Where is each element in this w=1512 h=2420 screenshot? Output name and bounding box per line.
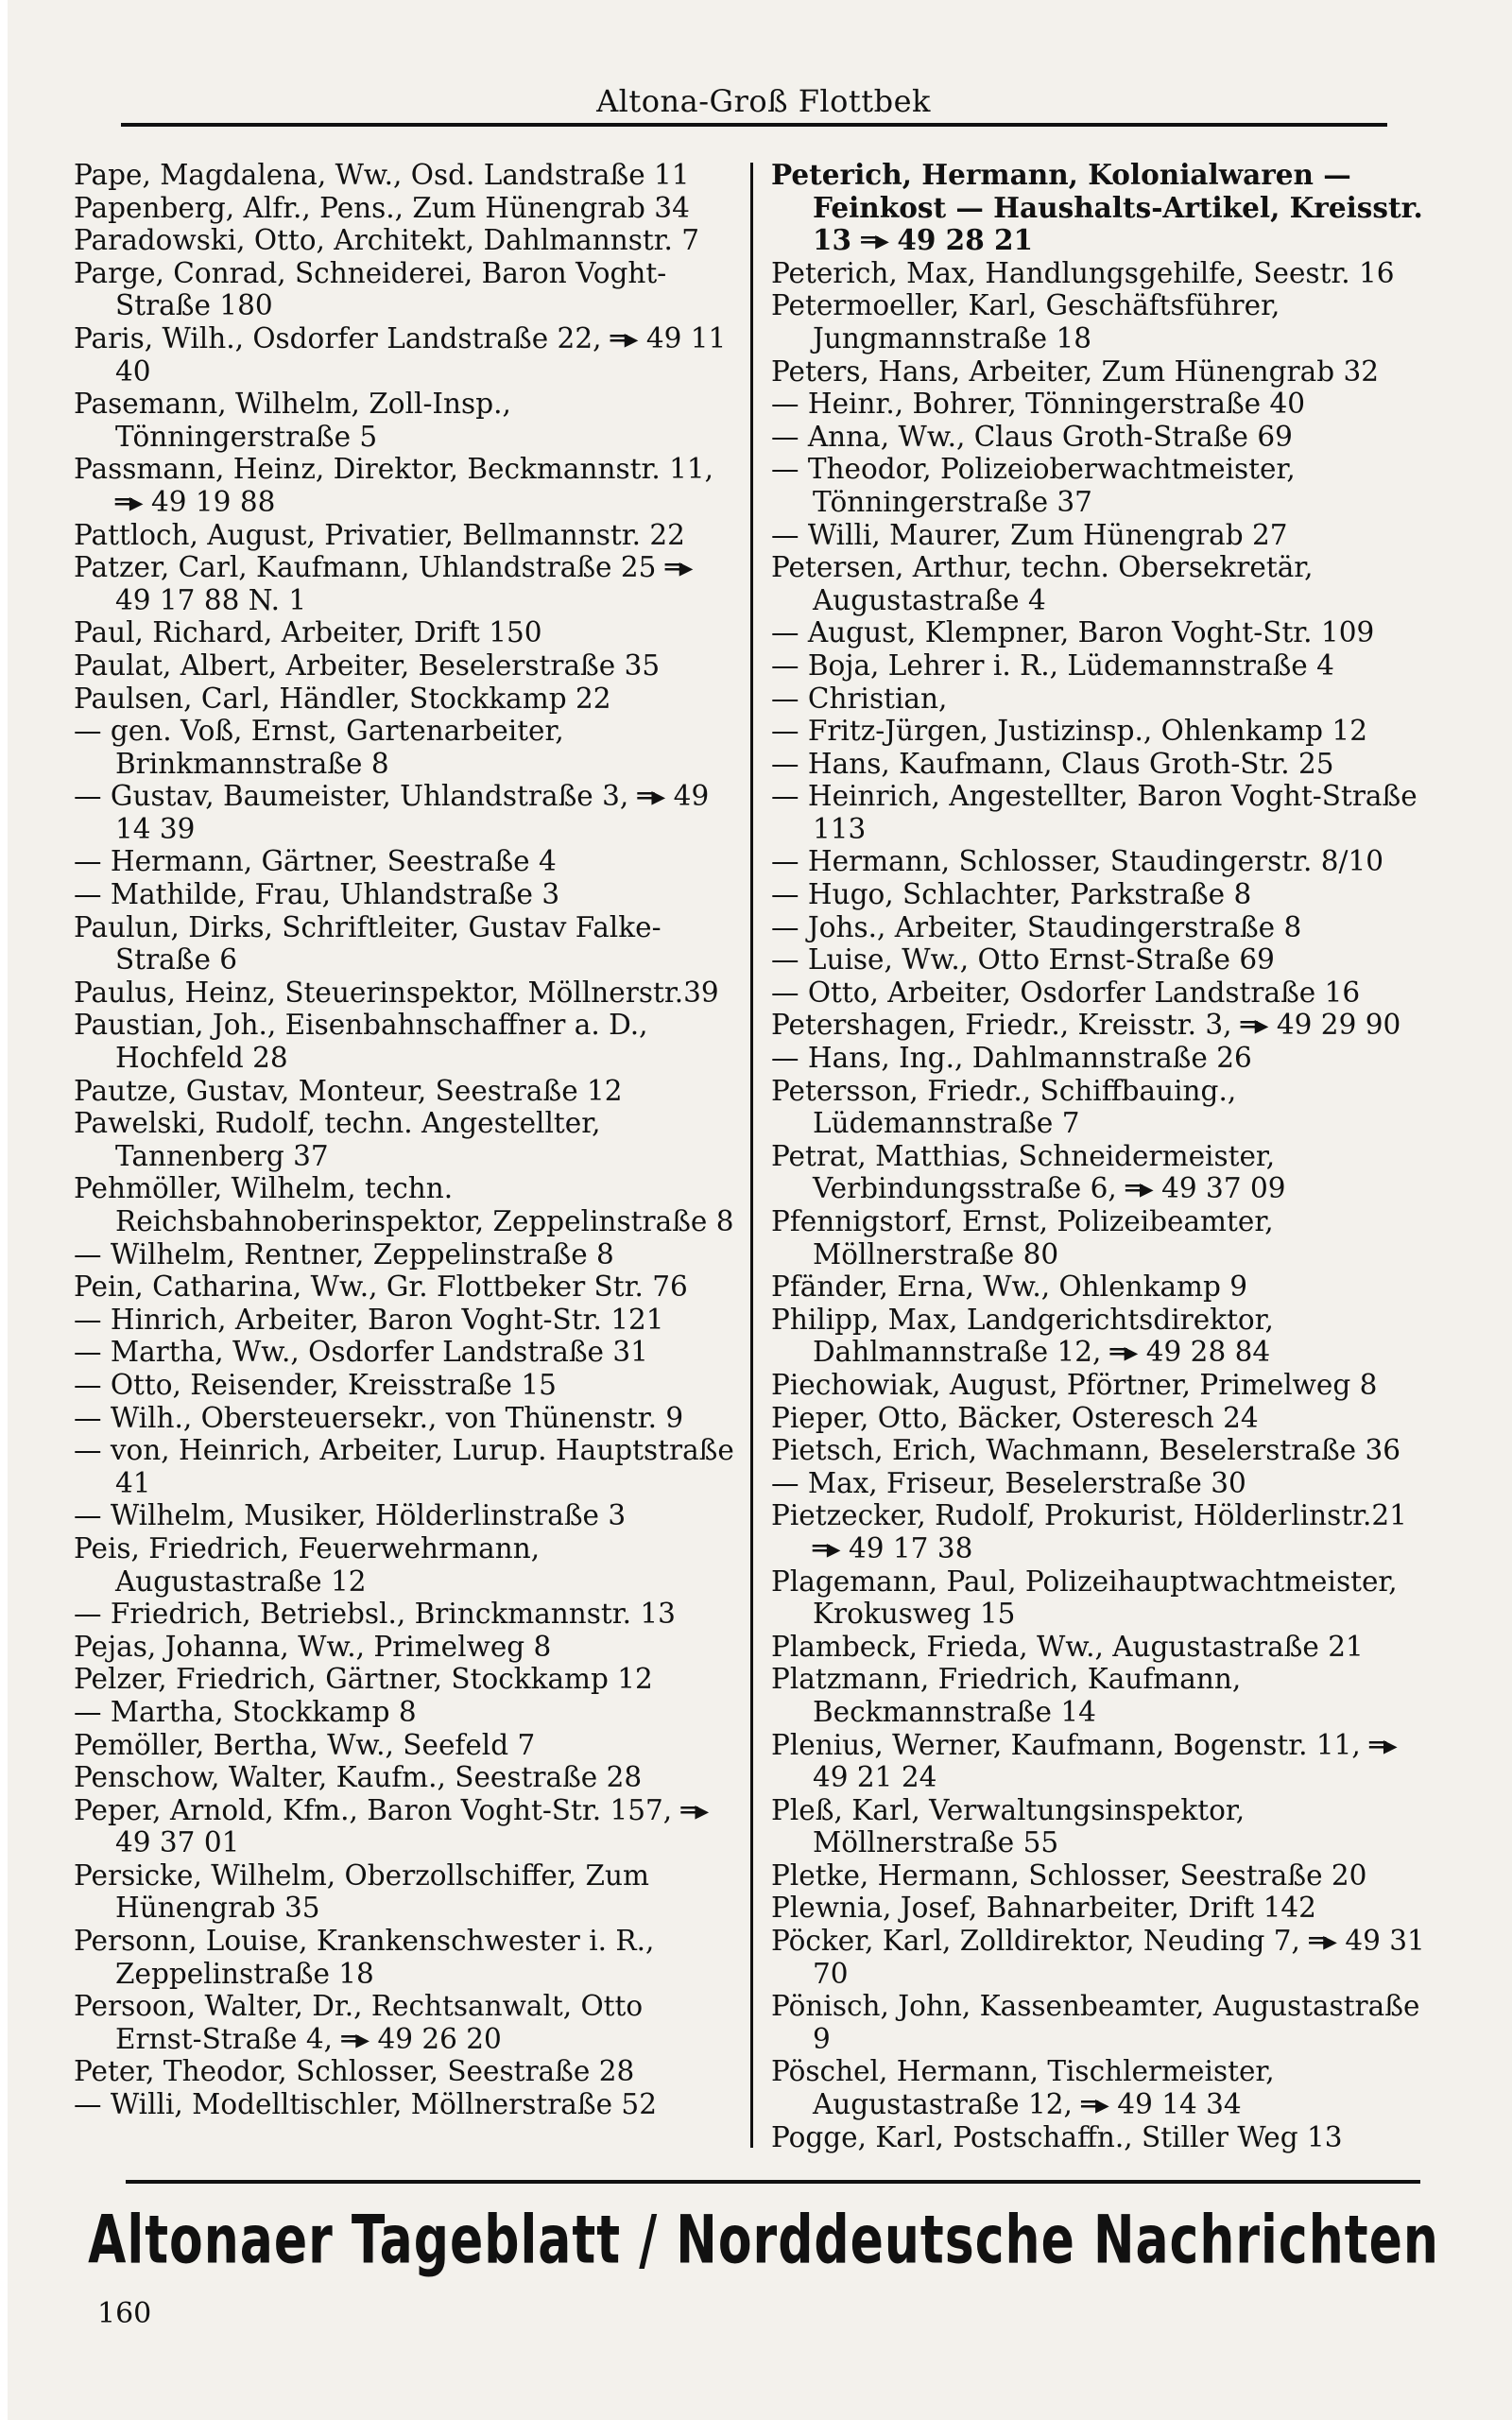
directory-entry (771, 878, 1433, 911)
entry-text: Plagemann, Paul, Polizeihauptwachtmeister, Krokusweg 15 (771, 1564, 1398, 1631)
entry-text: Peis, Friedrich, Feuerwehrmann, Augustastraße 12 (74, 1531, 541, 1598)
directory-entry (74, 1729, 735, 1762)
directory-entry (74, 1434, 735, 1499)
directory-entry (771, 1140, 1433, 1205)
telephone-icon: ═▸ (115, 484, 141, 518)
directory-entry (771, 1467, 1433, 1500)
entry-text: Papenberg, Alfr., Pens., Zum Hünengrab 34 (74, 191, 690, 224)
entry-text: Petershagen, Friedr., Kreisstr. 3, (771, 1009, 1232, 1042)
entry-text: — Theodor, Polizeioberwachtmeister, Tönningerstraße 37 (771, 453, 1296, 518)
directory-entry (74, 1859, 735, 1925)
entry-text: Pleß, Karl, Verwaltungsinspektor, Möllnerstraße 55 (771, 1793, 1246, 1859)
directory-entry (771, 453, 1433, 518)
entry-text: Persicke, Wilhelm, Oberzollschiffer, Zum Hünengrab 35 (74, 1858, 649, 1925)
entry-text: — Gustav, Baumeister, Uhlandstraße 3, (74, 780, 629, 813)
entry-text: Pasemann, Wilhelm, Zoll-Insp., Tönningerstraße 5 (74, 388, 511, 453)
entry-text: — Luise, Ww., Otto Ernst-Straße 69 (771, 943, 1275, 977)
entry-text: Platzmann, Friedrich, Kaufmann, Beckmannstraße 14 (771, 1663, 1242, 1728)
entry-text: Peters, Hans, Arbeiter, Zum Hünengrab 32 (771, 354, 1380, 388)
entry-text: — Wilhelm, Musiker, Hölderlinstraße 3 (74, 1499, 627, 1532)
directory-entry (771, 519, 1433, 552)
directory-entry (74, 845, 735, 878)
entry-text: Persoon, Walter, Dr., Rechtsanwalt, Otto Ernst-Straße 4, (74, 1990, 644, 2055)
entry-text: — Hans, Ing., Dahlmannstraße 26 (771, 1042, 1252, 1075)
directory-entry (74, 322, 735, 388)
directory-entry (74, 616, 735, 649)
header-rule (121, 123, 1387, 127)
entry-text: — Mathilde, Frau, Uhlandstraße 3 (74, 878, 560, 911)
entry-text: — Heinrich, Angestellter, Baron Voght-Straße 113 (771, 780, 1418, 845)
entry-text: Plambeck, Frieda, Ww., Augustastraße 21 (771, 1630, 1364, 1663)
entry-text: Personn, Louise, Krankenschwester i. R., Zeppelinstraße 18 (74, 1925, 655, 1990)
entry-text: Paulsen, Carl, Händler, Stockkamp 22 (74, 682, 611, 715)
directory-entry (74, 1925, 735, 1990)
telephone-icon: ═▸ (1081, 2087, 1107, 2121)
directory-entry (771, 1631, 1433, 1664)
directory-entry (771, 1434, 1433, 1467)
directory-entry (74, 1172, 735, 1237)
directory-entry (771, 1565, 1433, 1631)
directory-entry (771, 159, 1433, 257)
directory-entry (74, 388, 735, 453)
directory-entry (771, 845, 1433, 878)
phone-number: 49 26 20 (377, 2022, 502, 2055)
directory-entry (771, 1205, 1433, 1270)
entry-text: Philipp, Max, Landgerichtsdirektor, Dahlmannstraße 12, (771, 1303, 1274, 1369)
phone-number: 49 14 39 (115, 780, 710, 845)
directory-entry (74, 1336, 735, 1369)
entry-text: — Willi, Maurer, Zum Hünengrab 27 (771, 518, 1288, 551)
entry-text: Patzer, Carl, Kaufmann, Uhlandstraße 25 (74, 551, 657, 584)
entry-text: Pfänder, Erna, Ww., Ohlenkamp 9 (771, 1270, 1248, 1304)
entry-text: — Otto, Reisender, Kreisstraße 15 (74, 1368, 557, 1401)
directory-entry (771, 911, 1433, 944)
directory-entry (74, 1532, 735, 1598)
entry-text: Pattloch, August, Privatier, Bellmannstr. 22 (74, 518, 685, 551)
entry-text: Pejas, Johanna, Ww., Primelweg 8 (74, 1630, 552, 1663)
entry-text: Pehmöller, Wilhelm, techn. Reichsbahnoberinspektor, Zeppelinstraße 8 (74, 1172, 734, 1237)
right-column (771, 159, 1433, 2153)
entry-text: Piechowiak, August, Pförtner, Primelweg 8 (771, 1368, 1378, 1401)
entry-text: Passmann, Heinz, Direktor, Beckmannstr. 11, (74, 453, 713, 486)
directory-entry (771, 1009, 1433, 1042)
directory-entry (74, 649, 735, 683)
directory-entry (771, 1402, 1433, 1435)
directory-entry (74, 1238, 735, 1271)
directory-entry (74, 1009, 735, 1074)
column-divider (750, 163, 753, 2148)
phone-number: 49 31 70 (813, 1925, 1425, 1990)
entry-text: — gen. Voß, Ernst, Gartenarbeiter, Brinkmannstraße 8 (74, 715, 564, 780)
entry-text: Pfennigstorf, Ernst, Polizeibeamter, Möllnerstraße 80 (771, 1205, 1274, 1270)
entry-text: — Wilh., Obersteuersekr., von Thünenstr. 9 (74, 1401, 684, 1434)
directory-entry (771, 1925, 1433, 1990)
directory-entry (771, 977, 1433, 1010)
directory-entry (74, 453, 735, 518)
directory-entry (74, 519, 735, 552)
directory-entry (74, 1304, 735, 1337)
entry-text: Plewnia, Josef, Bahnarbeiter, Drift 142 (771, 1892, 1316, 1925)
directory-entry (74, 1369, 735, 1402)
entry-text: — Hans, Kaufmann, Claus Groth-Str. 25 (771, 747, 1334, 780)
entry-text: — August, Klempner, Baron Voght-Str. 109 (771, 616, 1375, 649)
entry-text: — Hinrich, Arbeiter, Baron Voght-Str. 121 (74, 1303, 664, 1336)
directory-entry (771, 683, 1433, 716)
entry-text: Pietzecker, Rudolf, Prokurist, Hölderlinstr.21 (771, 1499, 1407, 1532)
entry-text: — Anna, Ww., Claus Groth-Straße 69 (771, 420, 1293, 453)
directory-entry (74, 224, 735, 257)
telephone-icon: ═▸ (664, 550, 691, 584)
entry-text: — Johs., Arbeiter, Staudingerstraße 8 (771, 910, 1302, 943)
entry-text: Parge, Conrad, Schneiderei, Baron Voght-Straße 180 (74, 256, 667, 322)
directory-entry (771, 1304, 1433, 1369)
directory-entry (771, 1859, 1433, 1893)
telephone-icon: ═▸ (1309, 1924, 1334, 1958)
entry-text: Pietsch, Erich, Wachmann, Beselerstraße 36 (771, 1434, 1401, 1467)
entry-text: Paulat, Albert, Arbeiter, Beselerstraße 35 (74, 648, 661, 682)
directory-entry (74, 2055, 735, 2088)
entry-text: Pöcker, Karl, Zolldirektor, Neuding 7, (771, 1925, 1300, 1958)
directory-entry (74, 1696, 735, 1729)
directory-entry (771, 616, 1433, 649)
entry-text: Petersson, Friedr., Schiffbauing., Lüdemannstraße 7 (771, 1074, 1237, 1140)
newspaper-banner: Altonaer Tageblatt / Norddeutsche Nachrichten (88, 2203, 1439, 2279)
directory-entry (74, 1107, 735, 1172)
directory-entry (74, 1499, 735, 1532)
directory-entry (74, 1663, 735, 1696)
directory-entry (74, 1761, 735, 1794)
directory-entry (74, 1075, 735, 1108)
directory-entry (74, 1794, 735, 1859)
entry-text: Pönisch, John, Kassenbeamter, Augustastraße 9 (771, 1990, 1420, 2055)
entry-text: Paul, Richard, Arbeiter, Drift 150 (74, 616, 542, 649)
phone-number: 49 37 09 (1161, 1172, 1286, 1205)
telephone-icon: ═▸ (341, 2021, 368, 2055)
entry-text: — Otto, Arbeiter, Osdorfer Landstraße 16 (771, 976, 1361, 1009)
directory-entry (74, 551, 735, 616)
directory-entry (74, 1631, 735, 1664)
entry-text: Pape, Magdalena, Ww., Osd. Landstraße 11 (74, 159, 690, 191)
directory-entry (74, 2088, 735, 2121)
entry-text: Paulun, Dirks, Schriftleiter, Gustav Falke-Straße 6 (74, 910, 662, 977)
phone-number: 49 17 88 N. 1 (115, 583, 307, 616)
entry-text: — von, Heinrich, Arbeiter, Lurup. Hauptstraße 41 (74, 1434, 734, 1499)
entry-text: Penschow, Walter, Kaufm., Seestraße 28 (74, 1761, 643, 1794)
telephone-icon: ═▸ (680, 1792, 707, 1826)
directory-entry (771, 1042, 1433, 1075)
phone-number: 49 37 01 (115, 1826, 240, 1859)
directory-entry (771, 1369, 1433, 1402)
telephone-icon: ═▸ (637, 779, 663, 813)
directory-entry (771, 551, 1433, 616)
directory-entry (74, 192, 735, 225)
directory-entry (771, 1075, 1433, 1140)
directory-entry (771, 1270, 1433, 1304)
phone-number: 49 14 34 (1117, 2088, 1242, 2121)
entry-text: Pein, Catharina, Ww., Gr. Flottbeker Str. 76 (74, 1270, 688, 1304)
entry-text: — Martha, Stockkamp 8 (74, 1695, 417, 1728)
directory-entry (771, 257, 1433, 290)
entry-text: — Boja, Lehrer i. R., Lüdemannstraße 4 (771, 648, 1334, 682)
footer-rule (126, 2180, 1420, 2184)
directory-entry (74, 878, 735, 911)
entry-text: — Christian, (771, 682, 948, 715)
telephone-icon: ═▸ (813, 1530, 838, 1564)
entry-text: — Friedrich, Betriebsl., Brinckmannstr. 13 (74, 1598, 676, 1631)
directory-entry (771, 355, 1433, 389)
directory-entry (74, 911, 735, 977)
entry-text: Peterich, Hermann, Kolonialwaren — Feinkost — Haushalts-Artikel, Kreisstr. 13 (771, 158, 1423, 257)
directory-entry (771, 289, 1433, 354)
page-number: 160 (97, 2297, 152, 2330)
entry-text: Paris, Wilh., Osdorfer Landstraße 22, (74, 321, 602, 354)
phone-number: 49 28 84 (1145, 1336, 1271, 1369)
entry-text: Petermoeller, Karl, Geschäftsführer, Jungmannstraße 18 (771, 289, 1280, 354)
directory-entry (771, 2121, 1433, 2154)
directory-entry (771, 1892, 1433, 1925)
directory-entry (74, 1270, 735, 1304)
entry-text: Peterich, Max, Handlungsgehilfe, Seestr. 16 (771, 256, 1395, 289)
telephone-icon: ═▸ (1125, 1171, 1151, 1205)
entry-text: Pawelski, Rudolf, techn. Angestellter, Tannenberg 37 (74, 1107, 601, 1172)
entry-text: Petersen, Arthur, techn. Obersekretär, Augustastraße 4 (771, 551, 1314, 616)
entry-text: Paradowski, Otto, Architekt, Dahlmannstr. 7 (74, 224, 700, 257)
entry-text: Pletke, Hermann, Schlosser, Seestraße 20 (771, 1858, 1367, 1892)
entry-text: Paustian, Joh., Eisenbahnschaffner a. D., Hochfeld 28 (74, 1009, 648, 1075)
directory-entry (771, 1729, 1433, 1794)
telephone-icon: ═▸ (1109, 1335, 1136, 1369)
entry-text: — Hermann, Schlosser, Staudingerstr. 8/10 (771, 845, 1384, 878)
entry-text: Pelzer, Friedrich, Gärtner, Stockkamp 12 (74, 1663, 653, 1696)
entry-text: — Hermann, Gärtner, Seestraße 4 (74, 845, 557, 878)
directory-entry (74, 977, 735, 1010)
entry-text: Plenius, Werner, Kaufmann, Bogenstr. 11, (771, 1728, 1361, 1761)
directory-entry (771, 649, 1433, 683)
telephone-icon: ═▸ (610, 320, 636, 354)
directory-entry (771, 388, 1433, 421)
entry-text: Peter, Theodor, Schlosser, Seestraße 28 (74, 2055, 635, 2088)
directory-entry (74, 1990, 735, 2055)
directory-entry (74, 780, 735, 845)
entry-text: Pemöller, Bertha, Ww., Seefeld 7 (74, 1728, 536, 1761)
entry-text: Pautze, Gustav, Monteur, Seestraße 12 (74, 1074, 623, 1107)
entry-text: — Max, Friseur, Beselerstraße 30 (771, 1466, 1246, 1499)
telephone-icon: ═▸ (1240, 1008, 1266, 1042)
directory-entry (771, 421, 1433, 454)
directory-entry (771, 780, 1433, 845)
directory-entry (74, 1598, 735, 1631)
directory-entry (771, 943, 1433, 977)
directory-entry (74, 257, 735, 322)
entry-text: Pieper, Otto, Bäcker, Osteresch 24 (771, 1401, 1259, 1434)
phone-number: 49 21 24 (813, 1761, 937, 1794)
directory-entry (771, 1990, 1433, 2055)
directory-entry (771, 2055, 1433, 2120)
entry-text: — Hugo, Schlachter, Parkstraße 8 (771, 878, 1252, 911)
directory-entry (771, 1663, 1433, 1728)
entry-text: — Willi, Modelltischler, Möllnerstraße 52 (74, 2088, 657, 2121)
page-header: Altona-Groß Flottbek (596, 83, 931, 119)
entry-text: Pogge, Karl, Postschaffn., Stiller Weg 13 (771, 2120, 1343, 2153)
directory-entry (771, 1499, 1433, 1564)
directory-entry (74, 683, 735, 716)
entry-text: — Heinr., Bohrer, Tönningerstraße 40 (771, 388, 1306, 421)
directory-entry (771, 748, 1433, 781)
directory-entry (74, 715, 735, 780)
directory-entry (74, 1402, 735, 1435)
entry-text: Pöschel, Hermann, Tischlermeister, Augustastraße 12, (771, 2055, 1275, 2121)
directory-entry (771, 715, 1433, 748)
phone-number: 49 11 40 (115, 321, 727, 388)
entry-text: — Fritz-Jürgen, Justizinsp., Ohlenkamp 12 (771, 715, 1367, 748)
entry-text: — Wilhelm, Rentner, Zeppelinstraße 8 (74, 1237, 614, 1270)
telephone-icon: ═▸ (861, 223, 886, 257)
telephone-icon: ═▸ (1369, 1727, 1395, 1761)
phone-number: 49 19 88 (151, 485, 276, 518)
directory-entry (771, 1794, 1433, 1859)
entry-text: — Martha, Ww., Osdorfer Landstraße 31 (74, 1336, 648, 1369)
entry-text: Petrat, Matthias, Schneidermeister, Verbindungsstraße 6, (771, 1139, 1276, 1205)
directory-entry (74, 159, 735, 192)
left-column (74, 159, 735, 2121)
phone-number: 49 17 38 (849, 1531, 973, 1564)
phone-number: 49 28 21 (897, 223, 1034, 257)
phone-number: 49 29 90 (1276, 1009, 1401, 1042)
entry-text: Paulus, Heinz, Steuerinspektor, Möllnerstr.39 (74, 976, 719, 1009)
entry-text: Peper, Arnold, Kfm., Baron Voght-Str. 157, (74, 1793, 673, 1826)
